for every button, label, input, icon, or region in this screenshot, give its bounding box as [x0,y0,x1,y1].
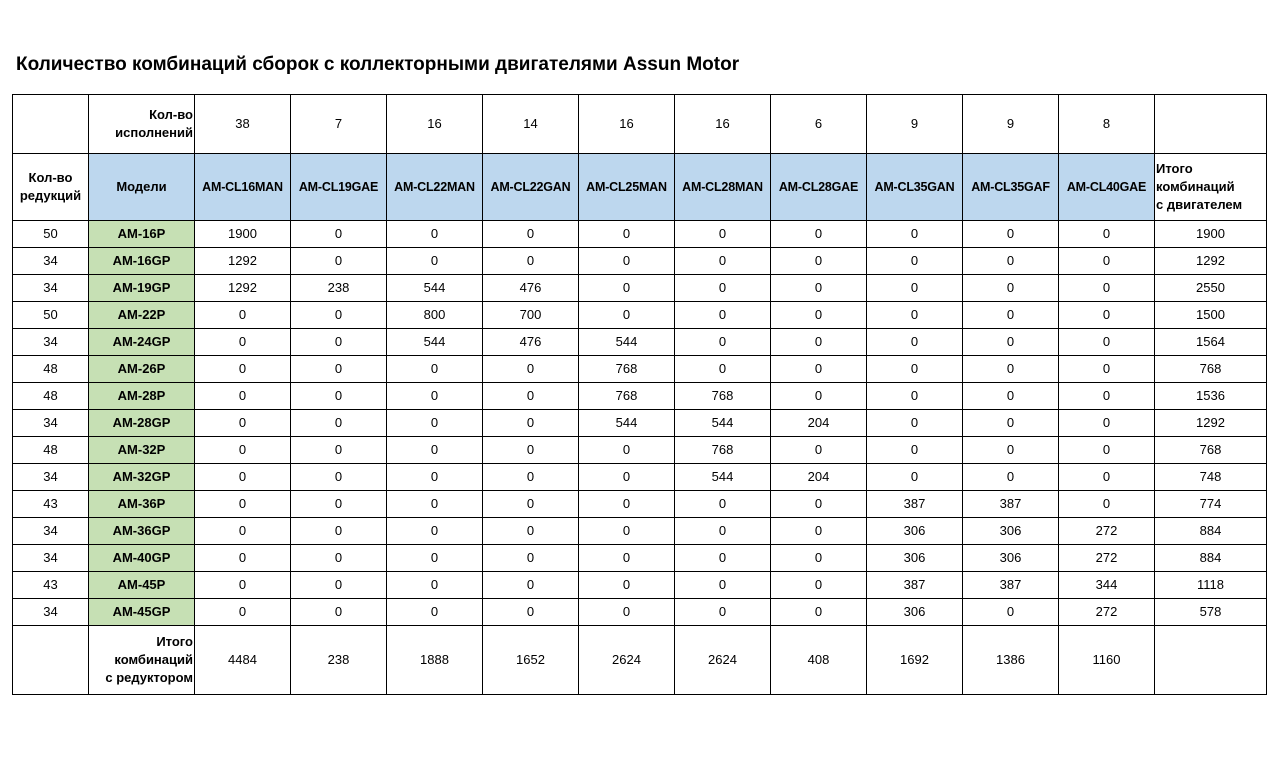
versions-value: 14 [483,95,579,154]
value-cell: 0 [579,248,675,275]
value-cell: 0 [195,599,291,626]
value-cell: 0 [1059,275,1155,302]
versions-value: 6 [771,95,867,154]
model-cell: AM-22P [89,302,195,329]
value-cell: 0 [579,221,675,248]
model-cell: AM-32P [89,437,195,464]
value-cell: 0 [867,464,963,491]
value-cell: 0 [867,248,963,275]
value-cell: 0 [771,572,867,599]
motor-header: AM-CL35GAN [867,154,963,221]
value-cell: 306 [963,518,1059,545]
column-total-cell: 408 [771,626,867,695]
row-total-cell: 1900 [1155,221,1267,248]
value-cell: 0 [963,464,1059,491]
value-cell: 0 [291,221,387,248]
value-cell: 0 [387,383,483,410]
value-cell: 0 [963,599,1059,626]
table-row [13,329,1267,356]
model-cell: AM-40GP [89,545,195,572]
value-cell: 0 [195,491,291,518]
model-cell: AM-19GP [89,275,195,302]
value-cell: 272 [1059,545,1155,572]
value-cell: 0 [387,545,483,572]
table-row [13,491,1267,518]
versions-value: 16 [579,95,675,154]
value-cell: 800 [387,302,483,329]
value-cell: 544 [675,464,771,491]
value-cell: 0 [195,518,291,545]
table-row [13,302,1267,329]
model-cell: AM-16GP [89,248,195,275]
reductions-cell: 34 [13,464,89,491]
value-cell: 0 [483,248,579,275]
value-cell: 0 [963,221,1059,248]
value-cell: 0 [483,545,579,572]
model-cell: AM-36P [89,491,195,518]
row-total-cell: 1564 [1155,329,1267,356]
value-cell: 0 [195,464,291,491]
versions-value: 8 [1059,95,1155,154]
reductions-cell: 50 [13,221,89,248]
value-cell: 476 [483,275,579,302]
value-cell: 0 [291,518,387,545]
value-cell: 0 [867,221,963,248]
value-cell: 544 [387,275,483,302]
column-total-cell: 2624 [675,626,771,695]
value-cell: 387 [867,572,963,599]
value-cell: 0 [963,437,1059,464]
motor-header: AM-CL28MAN [675,154,771,221]
value-cell: 0 [963,410,1059,437]
value-cell: 544 [675,410,771,437]
table-row [13,518,1267,545]
value-cell: 0 [771,248,867,275]
row-total-cell: 1292 [1155,410,1267,437]
model-cell: AM-16P [89,221,195,248]
value-cell: 476 [483,329,579,356]
motor-header: AM-CL25MAN [579,154,675,221]
value-cell: 387 [867,491,963,518]
versions-value: 9 [867,95,963,154]
value-cell: 0 [963,248,1059,275]
table-row [13,599,1267,626]
row-total-label: Итого комбинаций с двигателем [1155,154,1267,221]
column-total-cell: 1692 [867,626,963,695]
value-cell: 0 [291,410,387,437]
reductions-cell: 43 [13,572,89,599]
model-cell: AM-45P [89,572,195,599]
value-cell: 0 [771,518,867,545]
value-cell: 0 [867,329,963,356]
value-cell: 0 [867,356,963,383]
value-cell: 0 [771,437,867,464]
value-cell: 0 [483,464,579,491]
value-cell: 768 [675,383,771,410]
value-cell: 0 [867,437,963,464]
value-cell: 0 [291,383,387,410]
value-cell: 0 [387,572,483,599]
column-total-cell: 238 [291,626,387,695]
value-cell: 0 [387,599,483,626]
row-total-cell: 1536 [1155,383,1267,410]
value-cell: 0 [579,275,675,302]
value-cell: 0 [579,572,675,599]
value-cell: 0 [867,383,963,410]
model-cell: AM-32GP [89,464,195,491]
value-cell: 0 [195,437,291,464]
value-cell: 0 [291,545,387,572]
value-cell: 0 [579,545,675,572]
value-cell: 768 [675,437,771,464]
motor-header: AM-CL40GAE [1059,154,1155,221]
value-cell: 0 [387,248,483,275]
column-total-cell: 4484 [195,626,291,695]
value-cell: 0 [1059,356,1155,383]
value-cell: 0 [483,491,579,518]
motor-header: AM-CL22MAN [387,154,483,221]
model-cell: AM-36GP [89,518,195,545]
value-cell: 0 [675,572,771,599]
reductions-cell: 34 [13,545,89,572]
value-cell: 0 [579,437,675,464]
motor-header: AM-CL35GAF [963,154,1059,221]
reductions-cell: 48 [13,356,89,383]
model-cell: AM-26P [89,356,195,383]
value-cell: 0 [963,383,1059,410]
reductions-cell: 48 [13,383,89,410]
reductions-cell: 43 [13,491,89,518]
value-cell: 768 [579,383,675,410]
value-cell: 0 [1059,410,1155,437]
table-row [13,437,1267,464]
table-row [13,221,1267,248]
value-cell: 0 [675,329,771,356]
column-total-label: Итого комбинаций с редуктором [89,626,195,695]
reductions-cell: 48 [13,437,89,464]
row-total-cell: 1292 [1155,248,1267,275]
value-cell: 272 [1059,518,1155,545]
value-cell: 0 [1059,221,1155,248]
value-cell: 0 [963,302,1059,329]
value-cell: 0 [291,437,387,464]
row-total-cell: 774 [1155,491,1267,518]
value-cell: 306 [867,518,963,545]
reductions-cell: 34 [13,329,89,356]
row-total-cell: 2550 [1155,275,1267,302]
value-cell: 0 [291,302,387,329]
value-cell: 0 [195,410,291,437]
motor-header: AM-CL22GAN [483,154,579,221]
reductions-label: Кол-во редукций [13,154,89,221]
value-cell: 0 [1059,302,1155,329]
row-total-cell: 768 [1155,356,1267,383]
value-cell: 0 [195,572,291,599]
table-row [13,545,1267,572]
value-cell: 0 [387,410,483,437]
reductions-cell: 50 [13,302,89,329]
table-row [13,275,1267,302]
value-cell: 0 [291,464,387,491]
table-row [13,248,1267,275]
value-cell: 0 [483,437,579,464]
value-cell: 0 [195,302,291,329]
value-cell: 0 [1059,383,1155,410]
value-cell: 1900 [195,221,291,248]
value-cell: 0 [675,248,771,275]
value-cell: 0 [675,491,771,518]
corner-cell [13,95,89,154]
value-cell: 0 [483,221,579,248]
column-total-cell: 1160 [1059,626,1155,695]
value-cell: 0 [291,356,387,383]
value-cell: 0 [387,518,483,545]
value-cell: 0 [387,437,483,464]
value-cell: 0 [579,464,675,491]
row-total-cell: 884 [1155,518,1267,545]
value-cell: 0 [483,410,579,437]
value-cell: 0 [1059,491,1155,518]
value-cell: 0 [771,329,867,356]
value-cell: 0 [579,491,675,518]
value-cell: 1292 [195,248,291,275]
value-cell: 0 [195,545,291,572]
value-cell: 0 [579,518,675,545]
versions-value: 7 [291,95,387,154]
value-cell: 0 [483,356,579,383]
versions-label: Кол-во исполнений [89,95,195,154]
empty-cell [1155,626,1267,695]
value-cell: 238 [291,275,387,302]
value-cell: 306 [867,599,963,626]
value-cell: 0 [771,302,867,329]
row-total-cell: 884 [1155,545,1267,572]
model-cell: AM-28GP [89,410,195,437]
value-cell: 0 [483,518,579,545]
value-cell: 0 [675,356,771,383]
versions-value: 38 [195,95,291,154]
value-cell: 204 [771,410,867,437]
value-cell: 0 [963,356,1059,383]
row-total-cell: 1118 [1155,572,1267,599]
value-cell: 0 [675,275,771,302]
value-cell: 0 [1059,248,1155,275]
motor-header: AM-CL28GAE [771,154,867,221]
value-cell: 306 [963,545,1059,572]
table-row [13,410,1267,437]
value-cell: 0 [387,464,483,491]
value-cell: 0 [291,491,387,518]
reductions-cell: 34 [13,248,89,275]
value-cell: 0 [387,356,483,383]
value-cell: 0 [195,383,291,410]
page-title: Количество комбинаций сборок с коллекторными двигателями Assun Motor [16,54,740,75]
value-cell: 0 [195,356,291,383]
value-cell: 1292 [195,275,291,302]
versions-value: 9 [963,95,1059,154]
reductions-cell: 34 [13,275,89,302]
value-cell: 544 [579,410,675,437]
versions-row [13,95,1267,154]
value-cell: 0 [867,275,963,302]
table-row [13,464,1267,491]
value-cell: 204 [771,464,867,491]
value-cell: 0 [387,221,483,248]
row-total-cell: 748 [1155,464,1267,491]
value-cell: 0 [771,599,867,626]
reductions-cell: 34 [13,518,89,545]
value-cell: 0 [771,383,867,410]
value-cell: 0 [1059,437,1155,464]
value-cell: 0 [675,302,771,329]
motor-header: AM-CL19GAE [291,154,387,221]
value-cell: 0 [579,302,675,329]
value-cell: 544 [387,329,483,356]
motor-header: AM-CL16MAN [195,154,291,221]
reductions-cell: 34 [13,410,89,437]
table-row [13,356,1267,383]
value-cell: 0 [291,248,387,275]
value-cell: 0 [291,572,387,599]
value-cell: 0 [675,545,771,572]
value-cell: 700 [483,302,579,329]
value-cell: 0 [291,599,387,626]
value-cell: 0 [483,599,579,626]
column-total-cell: 1888 [387,626,483,695]
reductions-cell: 34 [13,599,89,626]
motor-header-row [13,154,1267,221]
table-row [13,383,1267,410]
value-cell: 0 [291,329,387,356]
column-total-cell: 2624 [579,626,675,695]
empty-cell [13,626,89,695]
column-total-cell: 1652 [483,626,579,695]
row-total-cell: 768 [1155,437,1267,464]
value-cell: 0 [579,599,675,626]
value-cell: 0 [867,302,963,329]
value-cell: 0 [483,383,579,410]
table-row [13,572,1267,599]
value-cell: 272 [1059,599,1155,626]
versions-value: 16 [387,95,483,154]
combinations-table [12,94,1267,695]
empty-cell [1155,95,1267,154]
value-cell: 306 [867,545,963,572]
value-cell: 0 [771,491,867,518]
value-cell: 0 [771,356,867,383]
model-cell: AM-28P [89,383,195,410]
value-cell: 344 [1059,572,1155,599]
value-cell: 0 [675,221,771,248]
versions-value: 16 [675,95,771,154]
value-cell: 0 [483,572,579,599]
row-total-cell: 1500 [1155,302,1267,329]
value-cell: 0 [1059,464,1155,491]
value-cell: 544 [579,329,675,356]
value-cell: 387 [963,572,1059,599]
value-cell: 768 [579,356,675,383]
column-totals-row [13,626,1267,695]
value-cell: 0 [675,599,771,626]
value-cell: 0 [771,275,867,302]
column-total-cell: 1386 [963,626,1059,695]
model-cell: AM-24GP [89,329,195,356]
value-cell: 0 [675,518,771,545]
value-cell: 0 [963,275,1059,302]
value-cell: 0 [963,329,1059,356]
value-cell: 0 [1059,329,1155,356]
value-cell: 387 [963,491,1059,518]
model-cell: AM-45GP [89,599,195,626]
value-cell: 0 [387,491,483,518]
value-cell: 0 [771,545,867,572]
value-cell: 0 [771,221,867,248]
row-total-cell: 578 [1155,599,1267,626]
value-cell: 0 [195,329,291,356]
models-label: Модели [89,154,195,221]
value-cell: 0 [867,410,963,437]
